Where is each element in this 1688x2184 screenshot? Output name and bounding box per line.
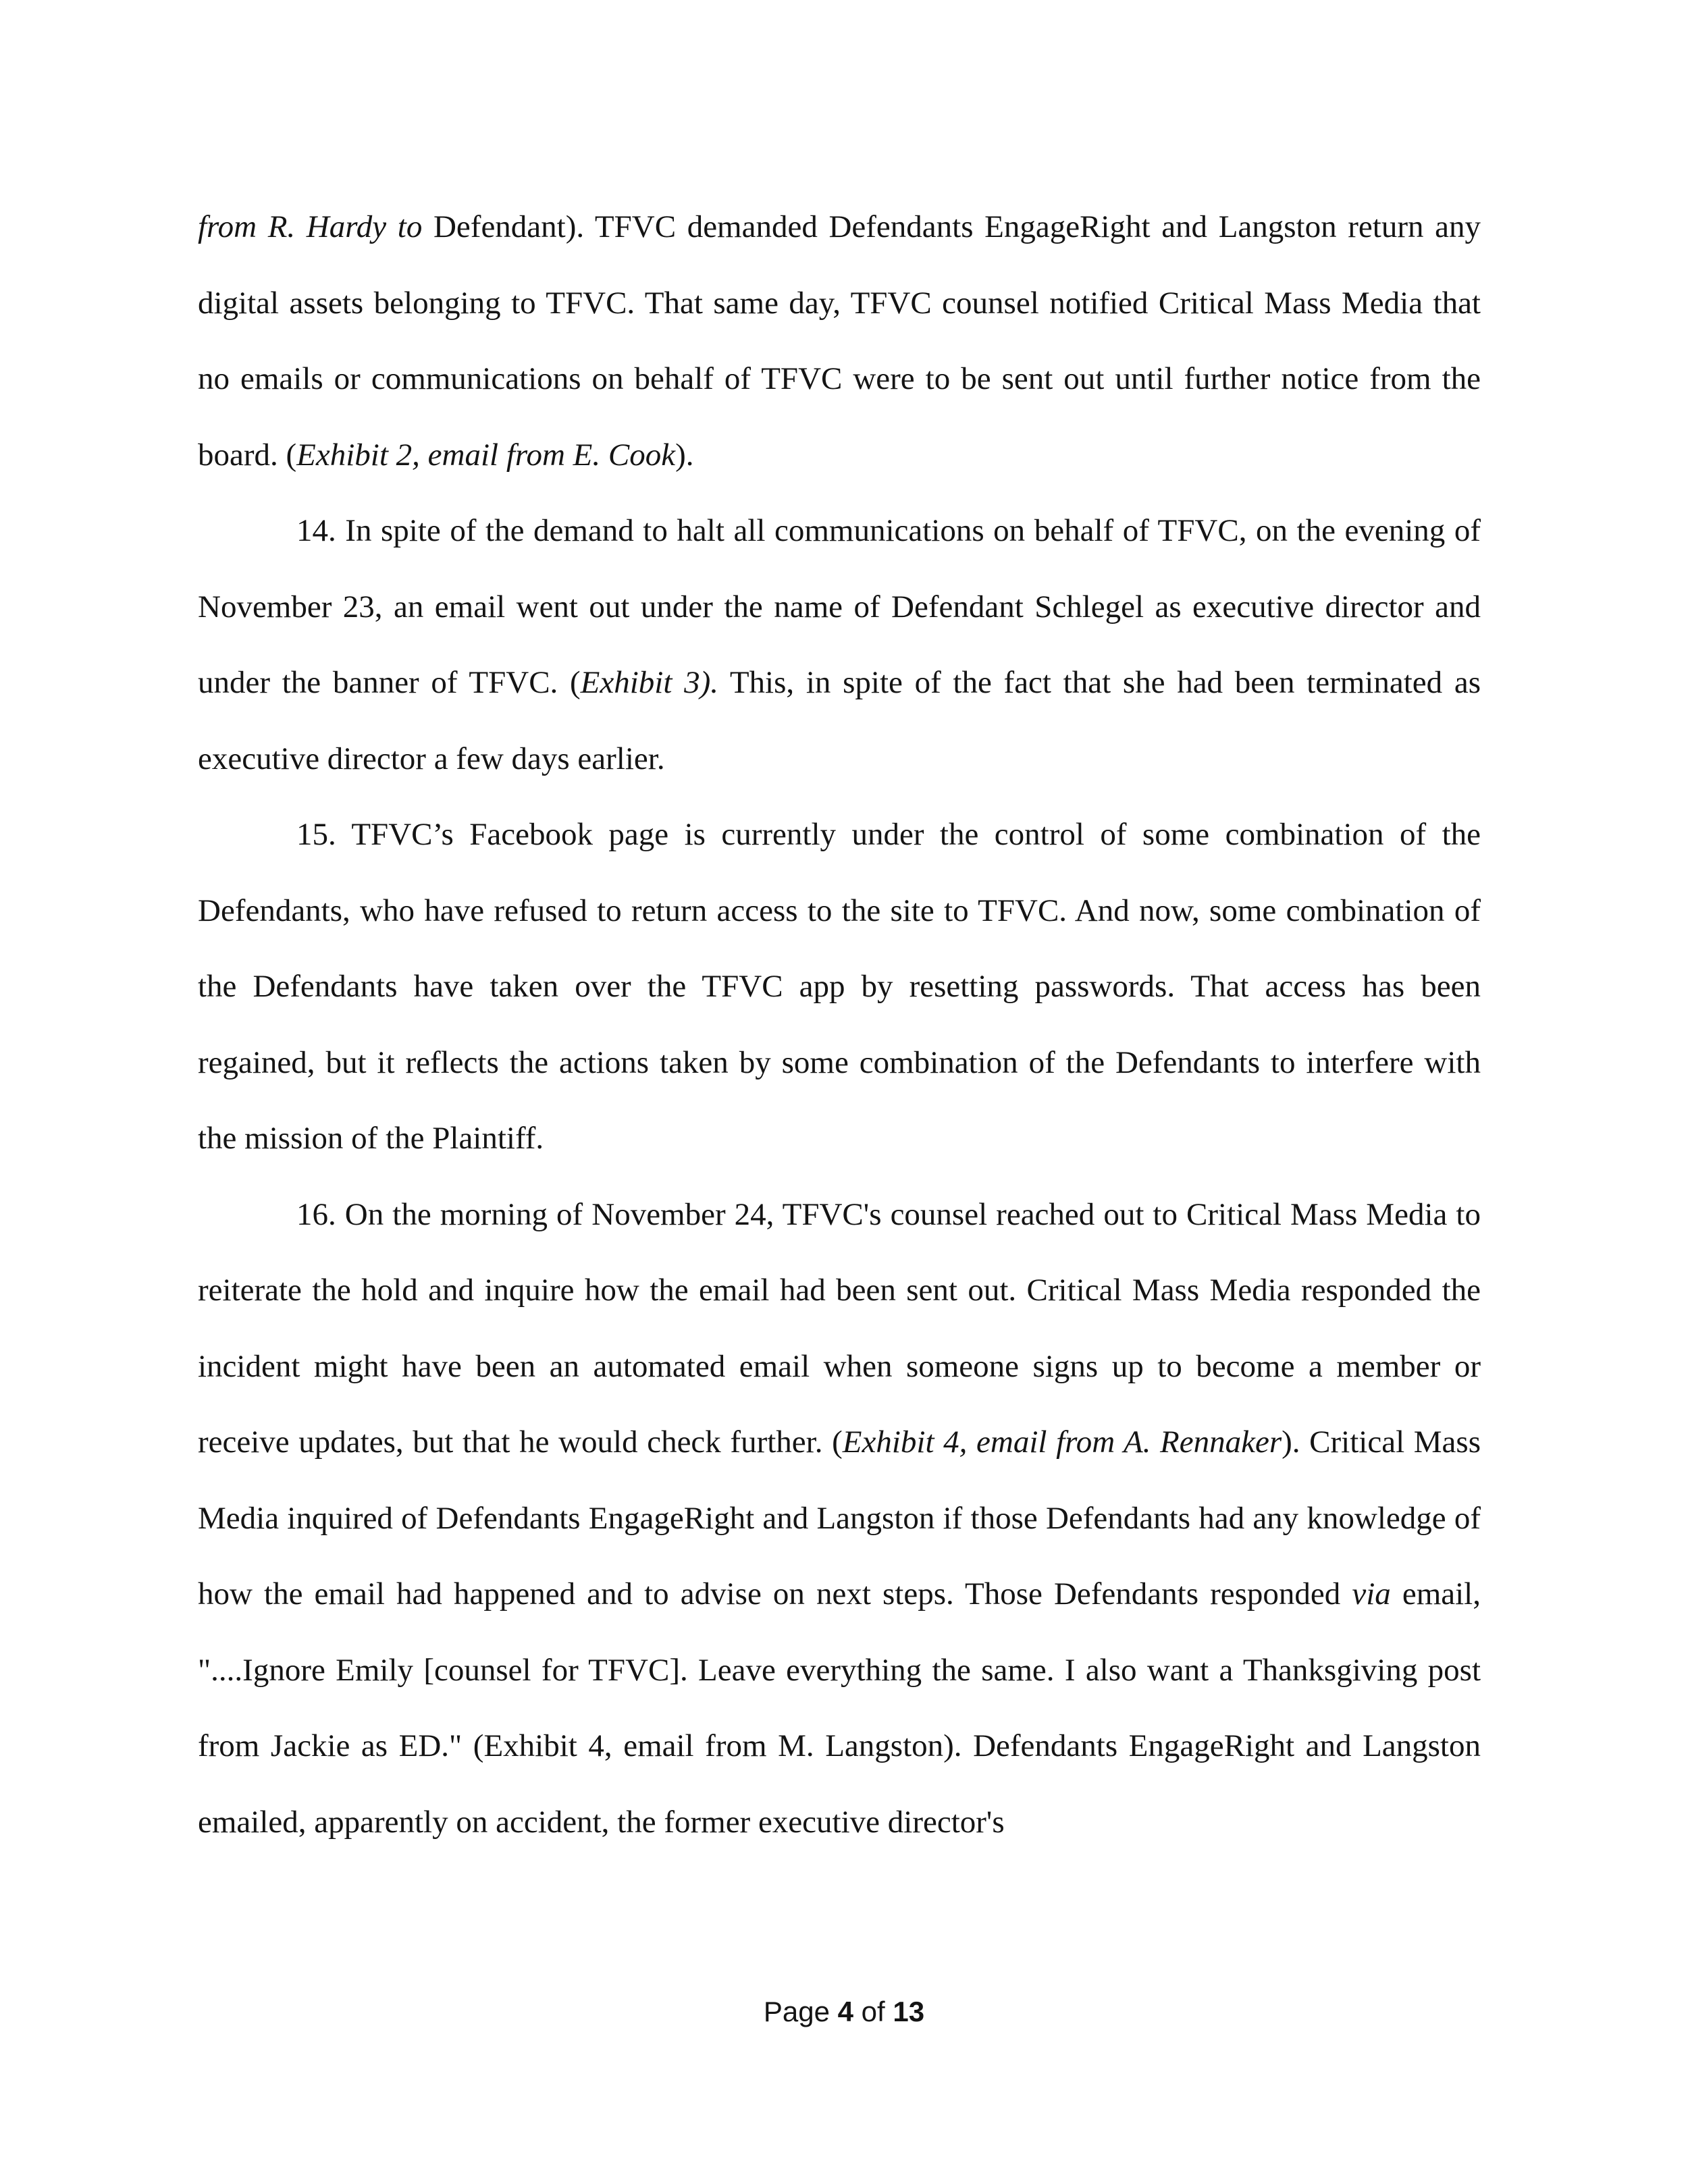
text-segment: ). Critical Mass Media inquired of Defendants EngageRight and Langston if those Defendants had any knowledge of how the email had happened and to advise on next steps. Those Defendants responded xyxy=(198,1424,1481,1612)
page-number-footer xyxy=(0,1992,1688,2032)
text-segment: via xyxy=(1352,1576,1391,1612)
current-page-number: 4 xyxy=(837,1996,854,2027)
text-segment: 15. TFVC’s Facebook page is currently under the control of some combination of the Defendants, who have refused to return access to the site to TFVC. And now, some combination of the Defendants have taken over the TFVC app by resetting passwords. That access has been regained, but it reflects the actions taken by some combination of the Defendants to interfere with the mission of the Plaintiff. xyxy=(198,817,1481,1156)
page-of-label: of xyxy=(853,1996,893,2027)
paragraph-13-continued xyxy=(198,189,1481,493)
paragraph-15 xyxy=(198,797,1481,1177)
text-segment: Exhibit 4, email from A. Rennaker xyxy=(842,1424,1282,1460)
text-segment: Exhibit 2, email from E. Cook xyxy=(296,437,676,473)
text-segment: Exhibit 3). xyxy=(580,665,718,700)
text-segment: This, in spite of the fact that she had been terminated as executive director a few days earlier. xyxy=(198,665,1481,776)
text-segment: 16. On the morning of November 24, TFVC's counsel reached out to Critical Mass Media to reiterate the hold and inquire how the email had been sent out. Critical Mass Media responded the incident might have been an automated email when someone signs up to become a member or receive updates, but that he would check further. ( xyxy=(198,1196,1481,1460)
document-body xyxy=(198,189,1481,1860)
text-segment: from R. Hardy to xyxy=(198,209,423,244)
paragraph-16 xyxy=(198,1177,1481,1861)
text-segment: ). xyxy=(675,437,694,473)
text-segment: Defendant). TFVC demanded Defendants EngageRight and Langston return any digital assets belonging to TFVC. That same day, TFVC counsel notified Critical Mass Media that no emails or communications on behalf of TFVC were to be sent out until further notice from the board. ( xyxy=(198,209,1481,473)
page-label: Page xyxy=(763,1996,838,2027)
text-segment: 14. In spite of the demand to halt all communications on behalf of TFVC, on the evening of November 23, an email went out under the name of Defendant Schlegel as executive director and under the banner of TFVC. ( xyxy=(198,513,1481,700)
text-segment: email, "....Ignore Emily [counsel for TFVC]. Leave everything the same. I also want a Thanksgiving post from Jackie as ED." (Exhibit 4, email from M. Langston). Defendants EngageRight and Langston emailed, apparently on accident, the former executive director's xyxy=(198,1576,1481,1840)
total-page-count: 13 xyxy=(893,1996,925,2027)
paragraph-14 xyxy=(198,493,1481,797)
